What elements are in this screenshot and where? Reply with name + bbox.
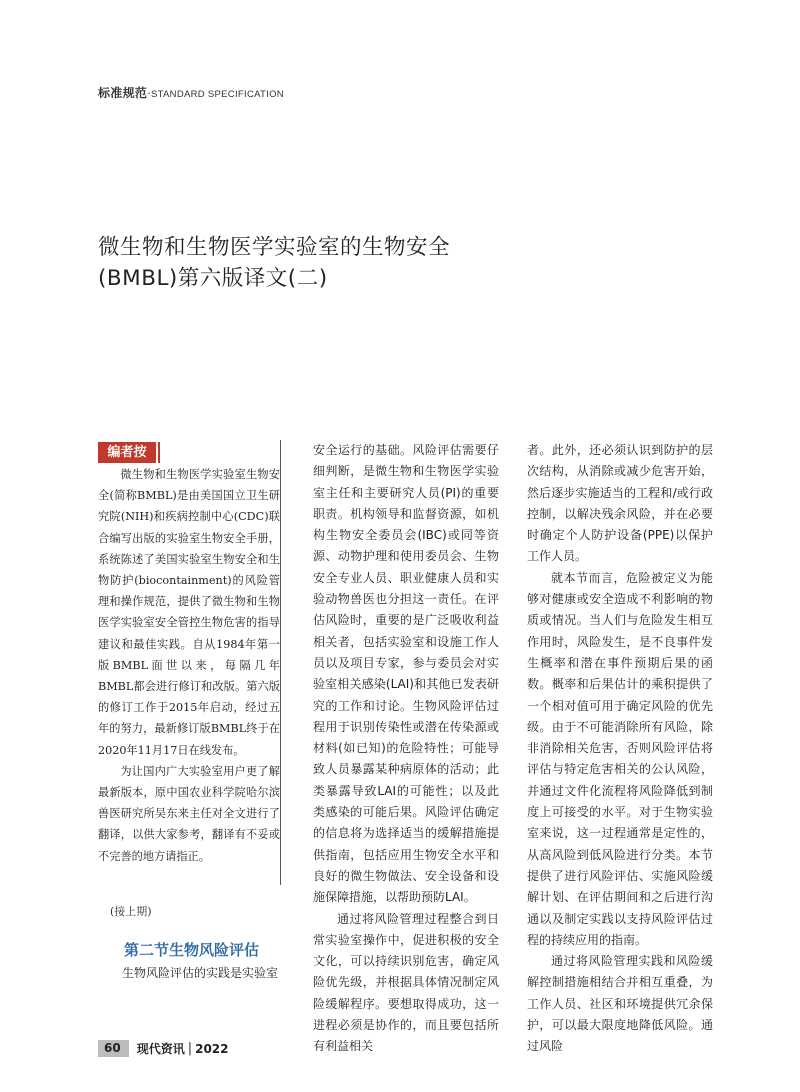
article-title — [98, 232, 698, 294]
editor-note-paragraph-1: 微生物和生物医学实验室生物安全(简称BMBL)是由美国国立卫生研究院(NIH)和疾病控制中心(CDC)联合编写出版的实验室生物安全手册，系统陈述了美国实验室生物安全和生物防护(biocontainment)的风险管理和操作规范，提供了微生物和生物医学实验室安全管控生物危害的指导建议和最佳实践。自从1984年第一版BMBL面世以来，每隔几年BMBL都会进行修订和改版。第六版的修订工作于2015年启动，经过五年的努力，最新修订版BMBL终于在2020年11月17日在线发布。 — [98, 468, 280, 757]
section-heading: 第二节生物风险评估 — [124, 941, 260, 959]
page-footer — [98, 1040, 229, 1057]
editor-note-box — [98, 440, 281, 885]
editor-note-label-bar — [158, 442, 160, 463]
col2-paragraph-2: 通过将风险管理过程整合到日常实验室操作中，促进积极的安全文化，可以持续识别危害，确定风险优先级，并根据具体情况制定风险缓解程序。要想取得成功，这一进程必须是协作的，而且要包括所有利益相关 — [313, 911, 499, 1054]
page-number: 60 — [98, 1040, 129, 1057]
col3-paragraph-3: 通过将风险管理实践和风险缓解控制措施相结合并相互重叠，为工作人员、社区和环境提供冗余保护，可以最大限度地降低风险。通过风险 — [527, 954, 713, 1054]
article-title-line-1: 微生物和生物医学实验室的生物安全 — [98, 235, 451, 260]
editor-note-label: 编者按 — [98, 442, 156, 463]
body-column-3 — [527, 440, 713, 1058]
continued-note: (接上期) — [110, 905, 152, 918]
editor-note-paragraph-2: 为让国内广大实验室用户更了解最新版本，原中国农业科学院哈尔滨兽医研究所吴东来主任对全文进行了翻译，以供大家参考，翻译有不妥或不完善的地方请指正。 — [98, 764, 280, 863]
body-column-2 — [313, 440, 499, 1058]
footer-separator: | — [187, 1041, 193, 1056]
magazine-name: 现代资讯 — [136, 1042, 185, 1056]
col3-paragraph-2: 就本节而言，危险被定义为能够对健康或安全造成不利影响的物质或情况。当人们与危险发生相互作用时，风险发生，是不良事件发生概率和潜在事件预期后果的函数。概率和后果估计的乘积提供了一个相对值可用于确定风险的优先级。由于不可能消除所有风险，除非消除相关危害，否则风险评估将评估与特定危害相关的公认风险，并通过文件化流程将风险降低到制度上可接受的水平。对于生物实验室来说，这一过程通常是定性的，从高风险到低风险进行分类。本节提供了进行风险评估、实施风险缓解计划、在评估期间和之后进行沟通以及制定实践以支持风险评估过程的持续应用的指南。 — [527, 570, 713, 947]
col2-paragraph-1: 安全运行的基础。风险评估需要仔细判断，是微生物和生物医学实验室主任和主要研究人员(PI)的重要职责。机构领导和监督资源，如机构生物安全委员会(IBC)或同等资源、动物护理和使用委员会、生物安全专业人员、职业健康人员和实验动物兽医也分担这一责任。在评估风险时，重要的是广泛吸收利益相关者，包括实验室和设施工作人员以及项目专家，参与委员会对实验室相关感染(LAI)和其他已发表研究的工作和讨论。生物风险评估过程用于识别传染性或潜在传染源或材料(如已知)的危险特性；可能导致人员暴露某种病原体的活动；此类暴露导致LAI的可能性；以及此类感染的可能后果。风险评估确定的信息将为选择适当的缓解措施提供指南，包括应用生物安全水平和良好的微生物做法、安全设备和设施保障措施，以帮助预防LAI。 — [313, 443, 499, 905]
col3-paragraph-1: 者。此外，还必须认识到防护的层次结构，从消除或减少危害开始，然后逐步实施适当的工程和/或行政控制，以解决残余风险，并在必要时确定个人防护设备(PPE)以保护工作人员。 — [527, 443, 713, 564]
section-intro-paragraph: 生物风险评估的实践是实验室 — [122, 966, 279, 980]
header-category-en: STANDARD SPECIFICATION — [151, 89, 284, 100]
header-category: 标准规范 — [98, 86, 148, 100]
header-separator: · — [147, 87, 151, 100]
running-header — [98, 84, 284, 101]
editor-note-text — [98, 464, 280, 867]
section-intro — [98, 963, 280, 984]
issue-year: 2022 — [195, 1041, 229, 1056]
article-title-line-2: (BMBL)第六版译文(二) — [98, 266, 328, 291]
